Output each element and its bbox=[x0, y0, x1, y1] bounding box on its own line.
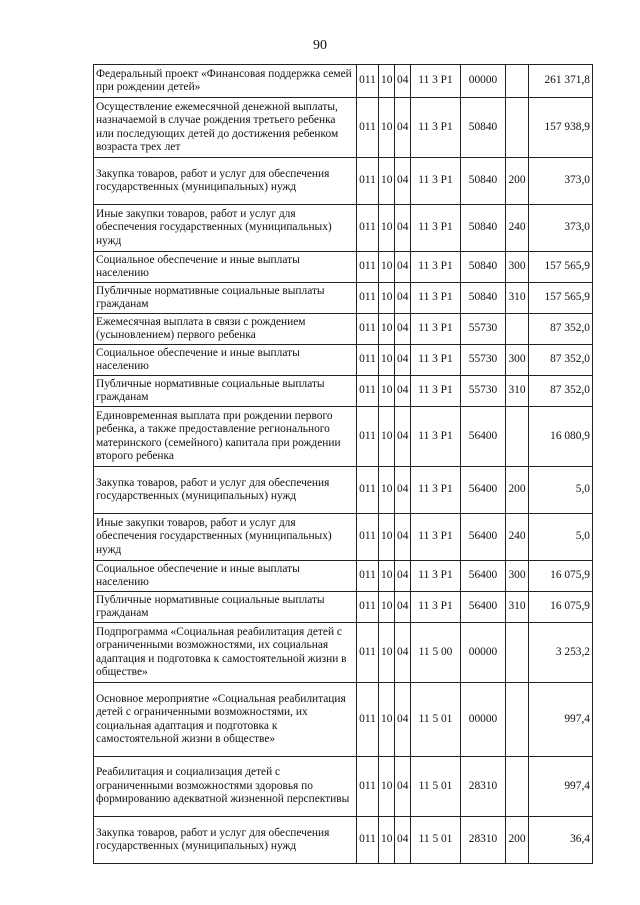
row-code: 50840 bbox=[461, 205, 506, 252]
row-amount: 997,4 bbox=[529, 757, 593, 817]
row-name: Публичные нормативные социальные выплаты гражданам bbox=[94, 283, 357, 314]
row-code: 50840 bbox=[461, 98, 506, 158]
row-vr: 300 bbox=[506, 345, 529, 376]
row-pr: 04 bbox=[395, 252, 411, 283]
row-amount: 36,4 bbox=[529, 817, 593, 864]
row-csr: 11 3 P1 bbox=[411, 592, 461, 623]
row-vr bbox=[506, 683, 529, 757]
row-csr: 11 3 P1 bbox=[411, 252, 461, 283]
row-vr: 200 bbox=[506, 158, 529, 205]
row-code: 50840 bbox=[461, 158, 506, 205]
row-rz: 10 bbox=[379, 683, 395, 757]
row-ved: 011 bbox=[357, 205, 379, 252]
table-row bbox=[94, 158, 593, 205]
row-pr: 04 bbox=[395, 514, 411, 561]
row-rz: 10 bbox=[379, 592, 395, 623]
row-csr: 11 3 P1 bbox=[411, 345, 461, 376]
row-vr: 310 bbox=[506, 592, 529, 623]
row-vr: 240 bbox=[506, 514, 529, 561]
row-name: Единовременная выплата при рождении первого ребенка, а также предоставление регионального материнского (семейного) капитала при рождении второго ребенка bbox=[94, 407, 357, 467]
row-pr: 04 bbox=[395, 345, 411, 376]
row-pr: 04 bbox=[395, 592, 411, 623]
row-vr bbox=[506, 65, 529, 98]
row-ved: 011 bbox=[357, 407, 379, 467]
row-name: Закупка товаров, работ и услуг для обеспечения государственных (муниципальных) нужд bbox=[94, 158, 357, 205]
row-csr: 11 5 01 bbox=[411, 817, 461, 864]
row-csr: 11 3 P1 bbox=[411, 283, 461, 314]
row-csr: 11 3 P1 bbox=[411, 314, 461, 345]
row-pr: 04 bbox=[395, 683, 411, 757]
row-pr: 04 bbox=[395, 65, 411, 98]
row-rz: 10 bbox=[379, 252, 395, 283]
row-vr: 300 bbox=[506, 561, 529, 592]
row-rz: 10 bbox=[379, 314, 395, 345]
row-rz: 10 bbox=[379, 205, 395, 252]
row-csr: 11 3 P1 bbox=[411, 514, 461, 561]
row-name: Подпрограмма «Социальная реабилитация детей с ограниченными возможностями, их социальная адаптация и подготовка к самостоятельной жизни в обществе» bbox=[94, 623, 357, 683]
row-pr: 04 bbox=[395, 205, 411, 252]
table-row bbox=[94, 283, 593, 314]
row-amount: 157 938,9 bbox=[529, 98, 593, 158]
row-amount: 373,0 bbox=[529, 205, 593, 252]
row-csr: 11 3 P1 bbox=[411, 158, 461, 205]
row-csr: 11 3 P1 bbox=[411, 561, 461, 592]
row-rz: 10 bbox=[379, 158, 395, 205]
table-row bbox=[94, 592, 593, 623]
row-pr: 04 bbox=[395, 283, 411, 314]
row-vr bbox=[506, 623, 529, 683]
row-code: 50840 bbox=[461, 283, 506, 314]
table-row bbox=[94, 65, 593, 98]
row-rz: 10 bbox=[379, 98, 395, 158]
row-amount: 87 352,0 bbox=[529, 345, 593, 376]
row-pr: 04 bbox=[395, 407, 411, 467]
row-vr: 300 bbox=[506, 252, 529, 283]
row-ved: 011 bbox=[357, 376, 379, 407]
row-ved: 011 bbox=[357, 345, 379, 376]
row-csr: 11 3 P1 bbox=[411, 467, 461, 514]
row-code: 28310 bbox=[461, 757, 506, 817]
row-rz: 10 bbox=[379, 757, 395, 817]
row-ved: 011 bbox=[357, 683, 379, 757]
row-rz: 10 bbox=[379, 561, 395, 592]
row-pr: 04 bbox=[395, 376, 411, 407]
row-csr: 11 3 P1 bbox=[411, 205, 461, 252]
row-code: 50840 bbox=[461, 252, 506, 283]
row-rz: 10 bbox=[379, 376, 395, 407]
row-amount: 157 565,9 bbox=[529, 283, 593, 314]
row-name: Федеральный проект «Финансовая поддержка семей при рождении детей» bbox=[94, 65, 357, 98]
row-name: Иные закупки товаров, работ и услуг для обеспечения государственных (муниципальных) нужд bbox=[94, 205, 357, 252]
table-row bbox=[94, 252, 593, 283]
row-vr: 310 bbox=[506, 376, 529, 407]
row-name: Социальное обеспечение и иные выплаты населению bbox=[94, 252, 357, 283]
row-name: Закупка товаров, работ и услуг для обеспечения государственных (муниципальных) нужд bbox=[94, 467, 357, 514]
row-code: 00000 bbox=[461, 683, 506, 757]
row-amount: 261 371,8 bbox=[529, 65, 593, 98]
row-vr: 200 bbox=[506, 817, 529, 864]
row-code: 56400 bbox=[461, 407, 506, 467]
table-row bbox=[94, 683, 593, 757]
row-code: 00000 bbox=[461, 65, 506, 98]
row-amount: 87 352,0 bbox=[529, 314, 593, 345]
row-ved: 011 bbox=[357, 514, 379, 561]
table-row bbox=[94, 314, 593, 345]
row-ved: 011 bbox=[357, 314, 379, 345]
row-csr: 11 3 P1 bbox=[411, 376, 461, 407]
table-row bbox=[94, 376, 593, 407]
row-code: 28310 bbox=[461, 817, 506, 864]
row-ved: 011 bbox=[357, 561, 379, 592]
row-csr: 11 5 01 bbox=[411, 683, 461, 757]
row-amount: 16 075,9 bbox=[529, 592, 593, 623]
row-code: 56400 bbox=[461, 467, 506, 514]
page-number: 90 bbox=[313, 38, 327, 53]
row-csr: 11 5 01 bbox=[411, 757, 461, 817]
row-name: Социальное обеспечение и иные выплаты населению bbox=[94, 561, 357, 592]
row-rz: 10 bbox=[379, 467, 395, 514]
row-ved: 011 bbox=[357, 65, 379, 98]
table-row bbox=[94, 623, 593, 683]
row-amount: 5,0 bbox=[529, 467, 593, 514]
row-rz: 10 bbox=[379, 623, 395, 683]
row-pr: 04 bbox=[395, 561, 411, 592]
row-code: 55730 bbox=[461, 314, 506, 345]
row-rz: 10 bbox=[379, 514, 395, 561]
row-rz: 10 bbox=[379, 345, 395, 376]
row-code: 56400 bbox=[461, 561, 506, 592]
table-row bbox=[94, 205, 593, 252]
row-pr: 04 bbox=[395, 623, 411, 683]
row-code: 56400 bbox=[461, 592, 506, 623]
row-csr: 11 3 P1 bbox=[411, 65, 461, 98]
row-name: Реабилитация и социализация детей с ограниченными возможностями здоровья по формированию адекватной жизненной перспективы bbox=[94, 757, 357, 817]
row-rz: 10 bbox=[379, 407, 395, 467]
table-row bbox=[94, 817, 593, 864]
row-vr bbox=[506, 757, 529, 817]
row-ved: 011 bbox=[357, 817, 379, 864]
row-code: 55730 bbox=[461, 376, 506, 407]
row-ved: 011 bbox=[357, 283, 379, 314]
row-pr: 04 bbox=[395, 314, 411, 345]
row-ved: 011 bbox=[357, 467, 379, 514]
row-amount: 3 253,2 bbox=[529, 623, 593, 683]
row-code: 00000 bbox=[461, 623, 506, 683]
row-csr: 11 3 P1 bbox=[411, 407, 461, 467]
row-amount: 5,0 bbox=[529, 514, 593, 561]
row-name: Основное мероприятие «Социальная реабилитация детей с ограниченными возможностями, их социальная адаптация и подготовка к самостоятельной жизни в обществе» bbox=[94, 683, 357, 757]
row-name: Осуществление ежемесячной денежной выплаты, назначаемой в случае рождения третьего ребенка или последующих детей до достижения ребенком возраста трех лет bbox=[94, 98, 357, 158]
row-ved: 011 bbox=[357, 592, 379, 623]
row-name: Социальное обеспечение и иные выплаты населению bbox=[94, 345, 357, 376]
row-amount: 997,4 bbox=[529, 683, 593, 757]
row-name: Иные закупки товаров, работ и услуг для обеспечения государственных (муниципальных) нужд bbox=[94, 514, 357, 561]
table-row bbox=[94, 407, 593, 467]
row-rz: 10 bbox=[379, 817, 395, 864]
row-ved: 011 bbox=[357, 252, 379, 283]
budget-table bbox=[93, 64, 593, 864]
row-amount: 16 075,9 bbox=[529, 561, 593, 592]
table-row bbox=[94, 467, 593, 514]
table-row bbox=[94, 514, 593, 561]
row-vr bbox=[506, 314, 529, 345]
row-ved: 011 bbox=[357, 158, 379, 205]
row-vr bbox=[506, 98, 529, 158]
row-name: Публичные нормативные социальные выплаты гражданам bbox=[94, 376, 357, 407]
row-name: Ежемесячная выплата в связи с рождением (усыновлением) первого ребенка bbox=[94, 314, 357, 345]
table-row bbox=[94, 561, 593, 592]
row-vr: 200 bbox=[506, 467, 529, 514]
row-rz: 10 bbox=[379, 65, 395, 98]
row-ved: 011 bbox=[357, 98, 379, 158]
row-code: 56400 bbox=[461, 514, 506, 561]
row-amount: 373,0 bbox=[529, 158, 593, 205]
table-row bbox=[94, 345, 593, 376]
row-csr: 11 5 00 bbox=[411, 623, 461, 683]
table-row bbox=[94, 98, 593, 158]
row-pr: 04 bbox=[395, 98, 411, 158]
row-vr bbox=[506, 407, 529, 467]
row-rz: 10 bbox=[379, 283, 395, 314]
row-ved: 011 bbox=[357, 623, 379, 683]
row-csr: 11 3 P1 bbox=[411, 98, 461, 158]
row-name: Закупка товаров, работ и услуг для обеспечения государственных (муниципальных) нужд bbox=[94, 817, 357, 864]
table-row bbox=[94, 757, 593, 817]
row-ved: 011 bbox=[357, 757, 379, 817]
row-vr: 240 bbox=[506, 205, 529, 252]
row-pr: 04 bbox=[395, 158, 411, 205]
row-amount: 16 080,9 bbox=[529, 407, 593, 467]
row-code: 55730 bbox=[461, 345, 506, 376]
row-amount: 157 565,9 bbox=[529, 252, 593, 283]
row-amount: 87 352,0 bbox=[529, 376, 593, 407]
row-name: Публичные нормативные социальные выплаты гражданам bbox=[94, 592, 357, 623]
row-vr: 310 bbox=[506, 283, 529, 314]
row-pr: 04 bbox=[395, 757, 411, 817]
row-pr: 04 bbox=[395, 817, 411, 864]
row-pr: 04 bbox=[395, 467, 411, 514]
